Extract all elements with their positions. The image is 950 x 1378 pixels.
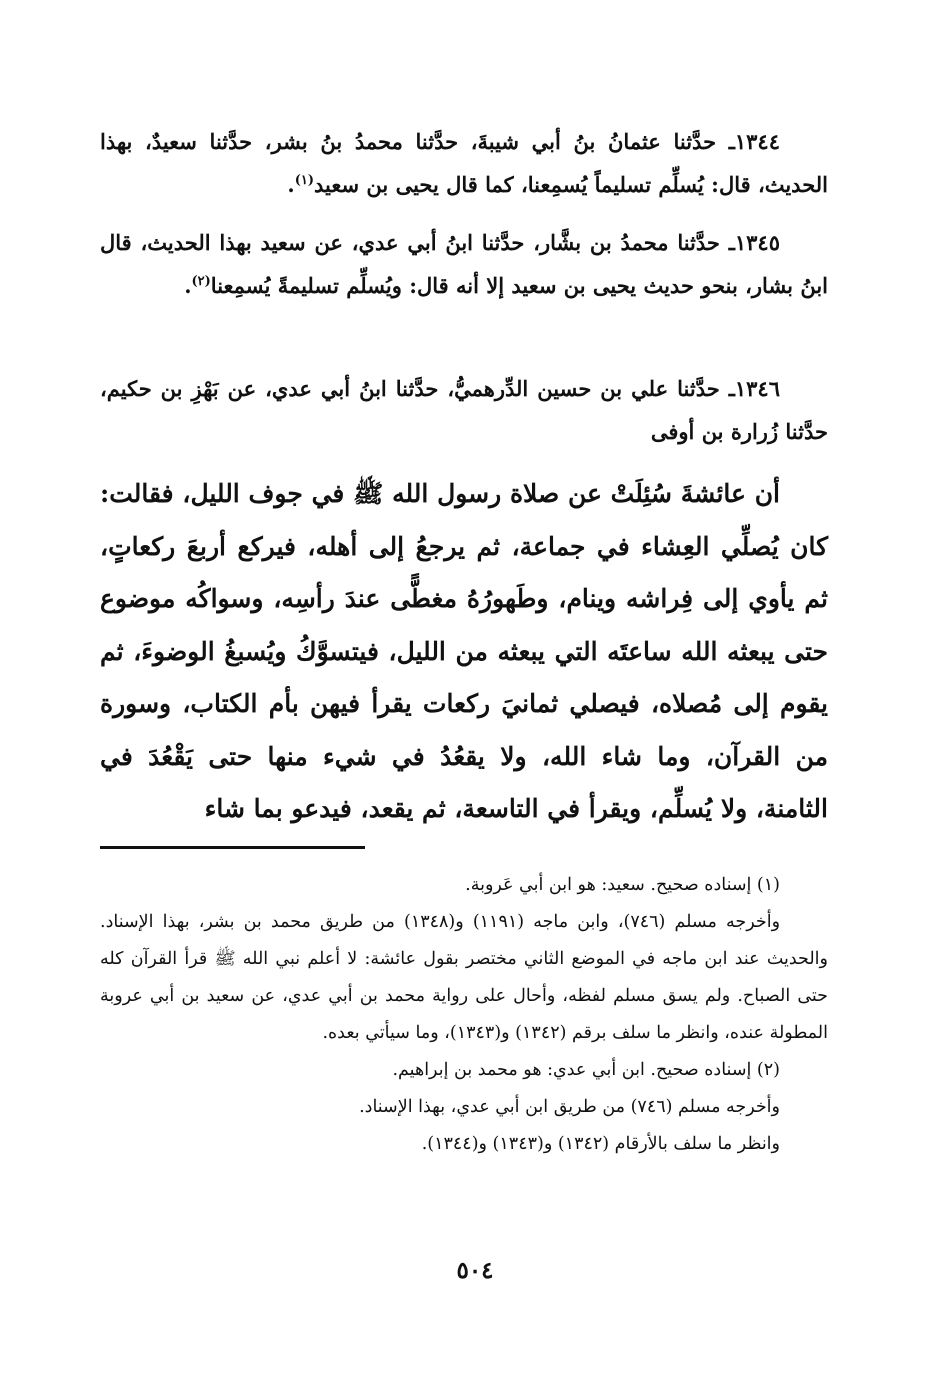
hadith-number: ١٣٤٥ـ: [728, 230, 780, 255]
footnote-line: وأخرجه مسلم (٧٤٦) من طريق ابن أبي عدي، بهذا الإسناد.: [359, 1097, 780, 1117]
hadith-text: حدَّثنا علي بن حسين الدِّرهميُّ، حدَّثنا ابنُ أبي عدي، عن بَهْزِ بن حكيم، حدَّثنا زُرارة بن أوفى: [100, 376, 828, 444]
page-number: ٥٠٤: [456, 1257, 494, 1284]
hadith-text: حدَّثنا عثمانُ بنُ أبي شيبةَ، حدَّثنا محمدُ بنُ بشر، حدَّثنا سعيدٌ، بهذا الحديث، قال: يُسلِّم تسليماً يُسمِعنا، كما قال يحيى بن سعيد: [100, 129, 828, 197]
sentence-end: .: [287, 172, 295, 197]
hadith-narration: أن عائشةَ سُئِلَتْ عن صلاة رسول الله ﷺ في جوف الليل، فقالت: كان يُصلِّي العِشاء في جماعة، ثم يرجعُ إلى أهله، فيركع أربعَ ركعاتٍ، ثم يأوي إلى فِراشه وينام، وطَهورُهُ مغطًّى عندَ رأسِه، وسواكُه موضوع حتى يبعثه الله ساعتَه التي يبعثه من الليل، فيتسوَّكُ ويُسبغُ الوضوءَ، ثم يقوم إلى مُصلاه، فيصلي ثمانيَ ركعات يقرأ فيهن بأم الكتاب، وسورة من القرآن، وما شاء الله، ولا يقعُدُ في شيء منها حتى يَقْعُدَ في الثامنة، ولا يُسلِّم، ويقرأ في التاسعة، ثم يقعد، فيدعو بما شاء: [100, 479, 828, 823]
sentence-end: .: [184, 273, 192, 298]
footnote-2: [100, 1052, 828, 1163]
hadith-entry-1344: [100, 120, 828, 206]
hadith-entry-1345: [100, 221, 828, 307]
hadith-number: ١٣٤٦ـ: [728, 376, 780, 401]
footnote-line: وأخرجه مسلم (٧٤٦)، وابن ماجه (١١٩١) و(١٣٤٨) من طريق محمد بن بشر، بهذا الإسناد. والحديث عند ابن ماجه في الموضع الثاني مختصر بقول عائشة: لا أعلم نبي الله ﷺ قرأ القرآن كله حتى الصباح. ولم يسق مسلم لفظه، وأحال على رواية محمد بن أبي عدي، عن سعيد بن أبي عروبة المطولة عنده، وانظر ما سلف برقم (١٣٤٢) و(١٣٤٣)، وما سيأتي بعده.: [100, 912, 828, 1043]
footnote-reference[interactable]: (٢): [191, 274, 211, 289]
hadith-entry-1346: [100, 367, 828, 453]
hadith-text: حدَّثنا محمدُ بن بشَّار، حدَّثنا ابنُ أبي عدي، عن سعيد بهذا الحديث، قال ابنُ بشار، بنحو حديث يحيى بن سعيد إلا أنه قال: ويُسلِّم تسليمةً يُسمِعنا: [100, 230, 828, 298]
hadith-number: ١٣٤٤ـ: [728, 129, 780, 154]
footnotes-section: [100, 867, 828, 1163]
footnote-1: [100, 867, 828, 1052]
footnote-separator: [100, 846, 365, 849]
footnote-reference[interactable]: (١): [294, 173, 315, 188]
footnote-line: وانظر ما سلف بالأرقام (١٣٤٢) و(١٣٤٣) و(١٣٤٤).: [421, 1134, 780, 1154]
footnote-line: (١) إسناده صحيح. سعيد: هو ابن أبي عَروبة.: [465, 875, 780, 895]
footnote-line: (٢) إسناده صحيح. ابن أبي عدي: هو محمد بن إبراهيم.: [392, 1060, 780, 1080]
